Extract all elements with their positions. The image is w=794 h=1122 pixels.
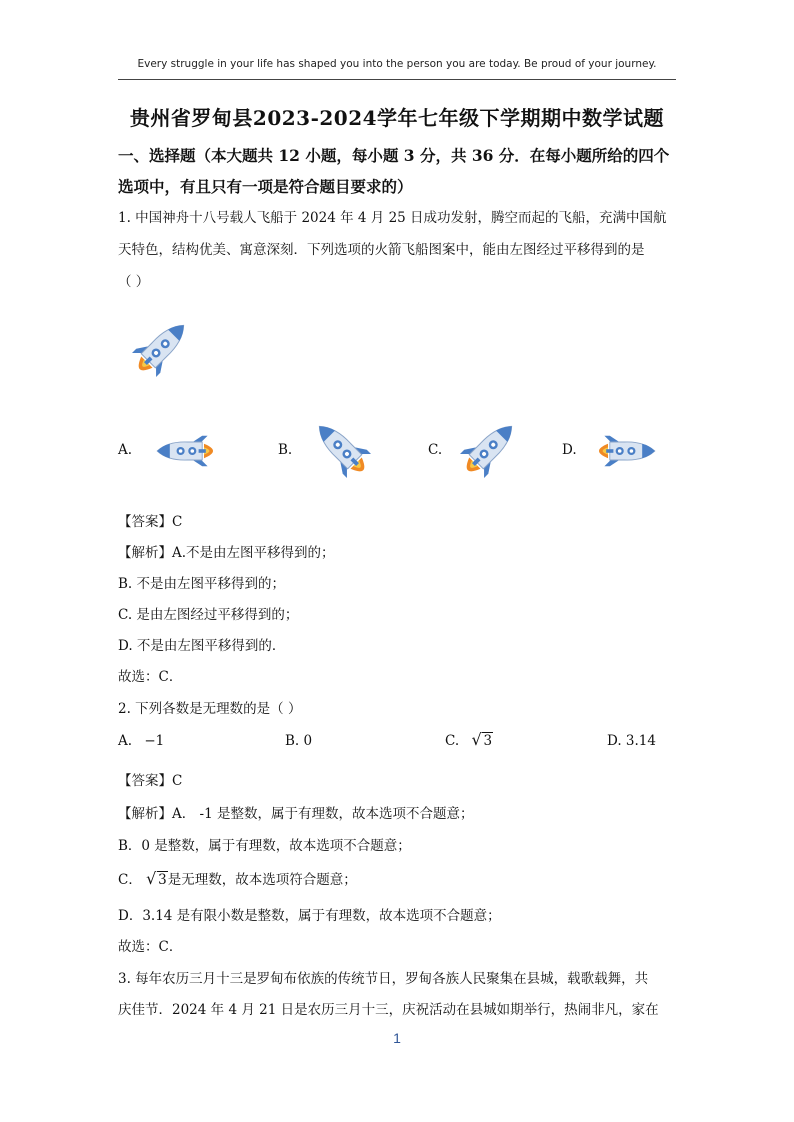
section-heading bbox=[118, 140, 678, 202]
header-divider bbox=[118, 79, 676, 80]
q1-conclusion: 故选：C． bbox=[118, 669, 183, 685]
radical-sign-icon: √ bbox=[146, 869, 157, 888]
q1-analysis-line2: B. 不是由左图平移得到的； bbox=[118, 576, 286, 592]
q1-option-b-label: B. bbox=[278, 442, 293, 458]
q1-stem-line1: 1. 中国神舟十八号载人飞船于 2024 年 4 月 25 日成功发射，腾空而起的飞船，充满中国航 bbox=[118, 210, 667, 226]
section-heading-line1: 一、选择题（本大题共 12 小题，每小题 3 分，共 36 分．在每小题所给的四个 bbox=[118, 146, 670, 165]
q2-analysis-c-sqrt bbox=[146, 869, 168, 888]
q1-option-c-label: C. bbox=[428, 442, 443, 458]
q2-analysis-a: 【解析】A． -1 是整数，属于有理数，故本选项不合题意； bbox=[118, 806, 474, 822]
q1-analysis-line1: 【解析】A.不是由左图平移得到的； bbox=[118, 545, 335, 561]
q1-analysis-line4: D. 不是由左图平移得到的． bbox=[118, 638, 286, 654]
q2-analysis-c-radicand: 3 bbox=[158, 872, 167, 888]
q2-option-a bbox=[118, 733, 164, 749]
q1-analysis-line3: C. 是由左图经过平移得到的； bbox=[118, 607, 299, 623]
q1-stem-line2: 天特色，结构优美、寓意深刻．下列选项的火箭飞船图案中，能由左图经过平移得到的是 bbox=[118, 242, 645, 258]
q2-analysis-b: B．0 是整数，属于有理数，故本选项不合题意； bbox=[118, 838, 411, 854]
page-number: 1 bbox=[393, 1030, 401, 1046]
section-heading-line2: 选项中，有且只有一项是符合题目要求的） bbox=[118, 177, 413, 196]
q1-option-a-label: A. bbox=[118, 442, 133, 458]
q1-original-rocket-image bbox=[125, 312, 197, 384]
q2-option-d: D. 3.14 bbox=[607, 733, 656, 749]
q2-answer: 【答案】C bbox=[118, 773, 183, 789]
q3-stem-line1: 3. 每年农历三月十三是罗甸布依族的传统节日，罗甸各族人民聚集在县城，载歌载舞，共 bbox=[118, 971, 649, 987]
q1-answer: 【答案】C bbox=[118, 514, 183, 530]
page-title: 贵州省罗甸县2023-2024学年七年级下学期期中数学试题 bbox=[129, 106, 665, 130]
q2-option-c-sqrt bbox=[471, 730, 493, 749]
header-motto: Every struggle in your life has shaped you into the person you are today. Be proud of your journey. bbox=[137, 58, 657, 70]
q2-analysis-c-label: C． bbox=[118, 872, 142, 888]
q1-stem-line3: （ ） bbox=[118, 274, 150, 290]
q1-option-a-rocket bbox=[138, 428, 234, 474]
q1-option-c-rocket bbox=[452, 412, 526, 486]
q1-option-b-rocket bbox=[305, 412, 379, 486]
q2-option-b: B. 0 bbox=[285, 733, 313, 749]
q2-option-c-radicand: 3 bbox=[483, 733, 493, 749]
q1-option-d-label: D. bbox=[562, 442, 577, 458]
q2-analysis-c-text: 是无理数，故本选项符合题意； bbox=[167, 872, 357, 888]
q2-analysis-d: D．3.14 是有限小数是整数，属于有理数，故本选项不合题意； bbox=[118, 908, 501, 924]
q2-option-c bbox=[445, 730, 493, 749]
q2-option-a-label: A. bbox=[118, 733, 133, 749]
radical-sign-icon: √ bbox=[471, 730, 482, 749]
q2-option-a-value: −1 bbox=[144, 733, 165, 749]
q2-conclusion: 故选：C． bbox=[118, 939, 183, 955]
q2-stem: 2. 下列各数是无理数的是（ ） bbox=[118, 701, 302, 717]
q2-analysis-c bbox=[118, 868, 357, 888]
q1-option-d-rocket bbox=[578, 428, 674, 474]
q3-stem-line2: 庆佳节．2024 年 4 月 21 日是农历三月十三，庆祝活动在县城如期举行，热闹非凡，家在 bbox=[118, 1002, 659, 1018]
q2-option-c-label: C. bbox=[445, 733, 460, 749]
